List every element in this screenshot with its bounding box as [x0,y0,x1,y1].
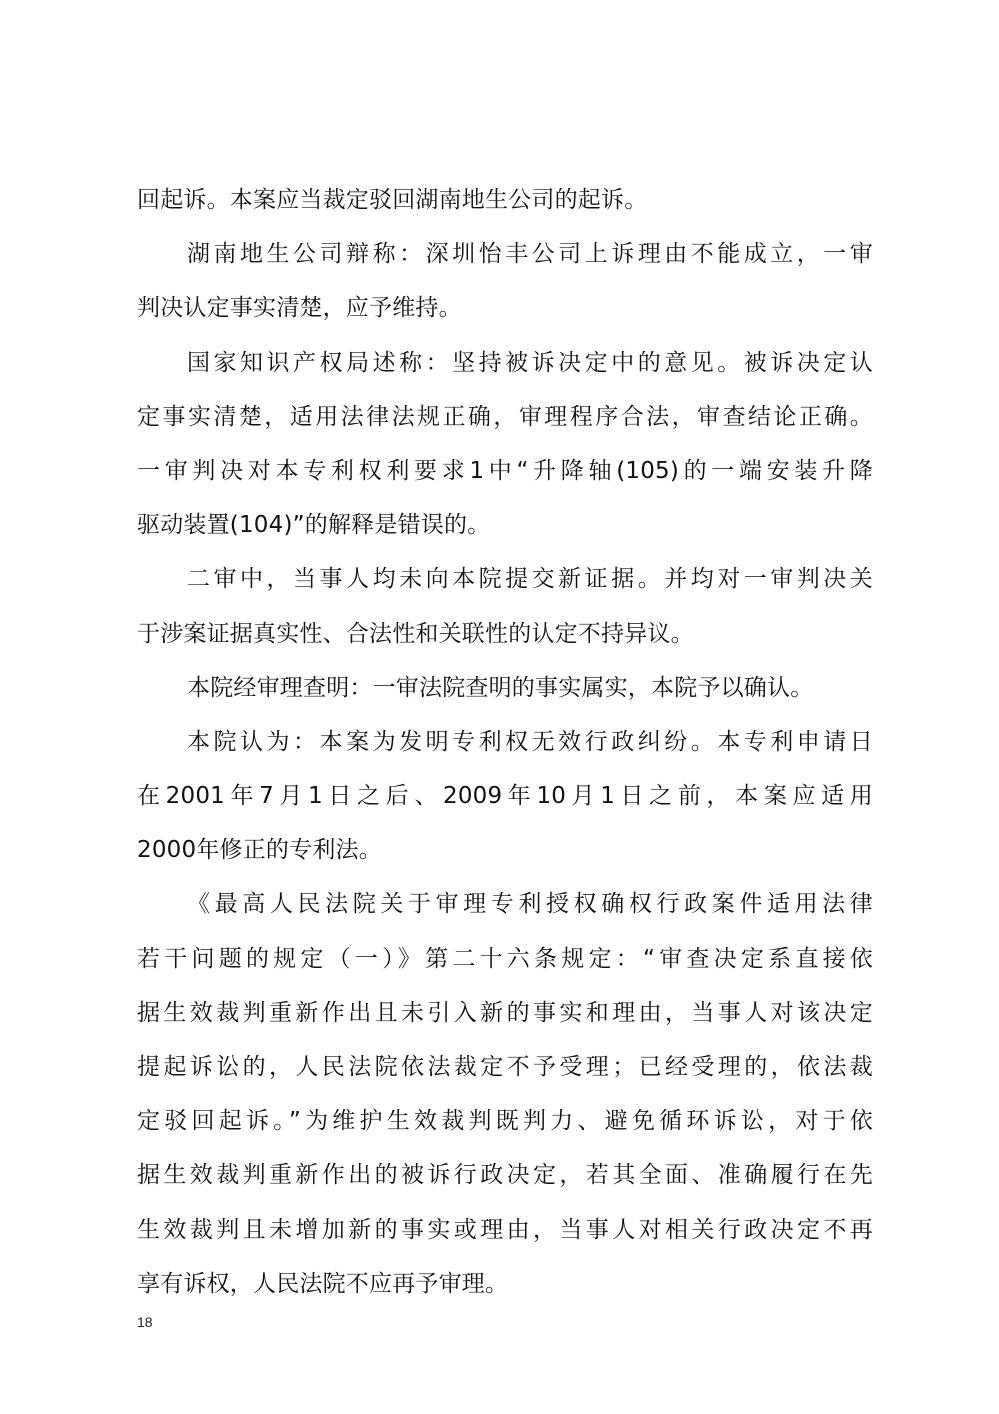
paragraph-6-line-1: 本院认为：本案为发明专利权无效行政纠纷。本专利申请日 [187,728,873,755]
body-text [137,178,873,1316]
paragraph-7-line-7: 生效裁判且未增加新的事实或理由，当事人对相关行政决定不再 [137,1216,873,1243]
paragraph-2-line-2: 判决认定事实清楚，应予维持。 [137,295,462,322]
paragraph-6-line-3: 2000年修正的专利法。 [137,837,382,864]
paragraph-3-line-3: 一审判决对本专利权利要求1中“升降轴(105)的一端安装升降 [137,457,873,484]
paragraph-7-line-2: 若干问题的规定（一）》第二十六条规定：“审查决定系直接依 [137,945,873,972]
page-number: 18 [137,1314,153,1330]
paragraph-1-line-1: 回起诉。本案应当裁定驳回湖南地生公司的起诉。 [137,187,648,213]
paragraph-2-line-1: 湖南地生公司辩称：深圳怡丰公司上诉理由不能成立，一审 [187,241,873,268]
paragraph-3-line-1: 国家知识产权局述称：坚持被诉决定中的意见。被诉决定认 [187,349,873,376]
paragraph-3-line-4: 驱动装置(104)”的解释是错误的。 [137,512,491,539]
paragraph-7-line-3: 据生效裁判重新作出且未引入新的事实和理由，当事人对该决定 [137,999,873,1026]
paragraph-6-line-2: 在2001年7月1日之后、2009年10月1日之前，本案应适用 [137,783,873,810]
paragraph-5-line-1: 本院经审理查明：一审法院查明的事实属实，本院予以确认。 [187,674,814,701]
paragraph-7-line-6: 据生效裁判重新作出的被诉行政决定，若其全面、准确履行在先 [137,1162,873,1189]
paragraph-7-line-4: 提起诉讼的，人民法院依法裁定不予受理；已经受理的，依法裁 [137,1054,873,1080]
paragraph-7-line-1: 《最高人民法院关于审理专利授权确权行政案件适用法律 [187,891,873,918]
paragraph-7-line-8: 享有诉权，人民法院不应再予审理。 [137,1270,509,1297]
paragraph-4-line-2: 于涉案证据真实性、合法性和关联性的认定不持异议。 [137,620,694,647]
paragraph-4-line-1: 二审中，当事人均未向本院提交新证据。并均对一审判决关 [187,566,873,593]
paragraph-3-line-2: 定事实清楚，适用法律法规正确，审理程序合法，审查结论正确。 [137,403,873,430]
paragraph-7-line-5: 定驳回起诉。”为维护生效裁判既判力、避免循环诉讼，对于依 [137,1108,873,1135]
